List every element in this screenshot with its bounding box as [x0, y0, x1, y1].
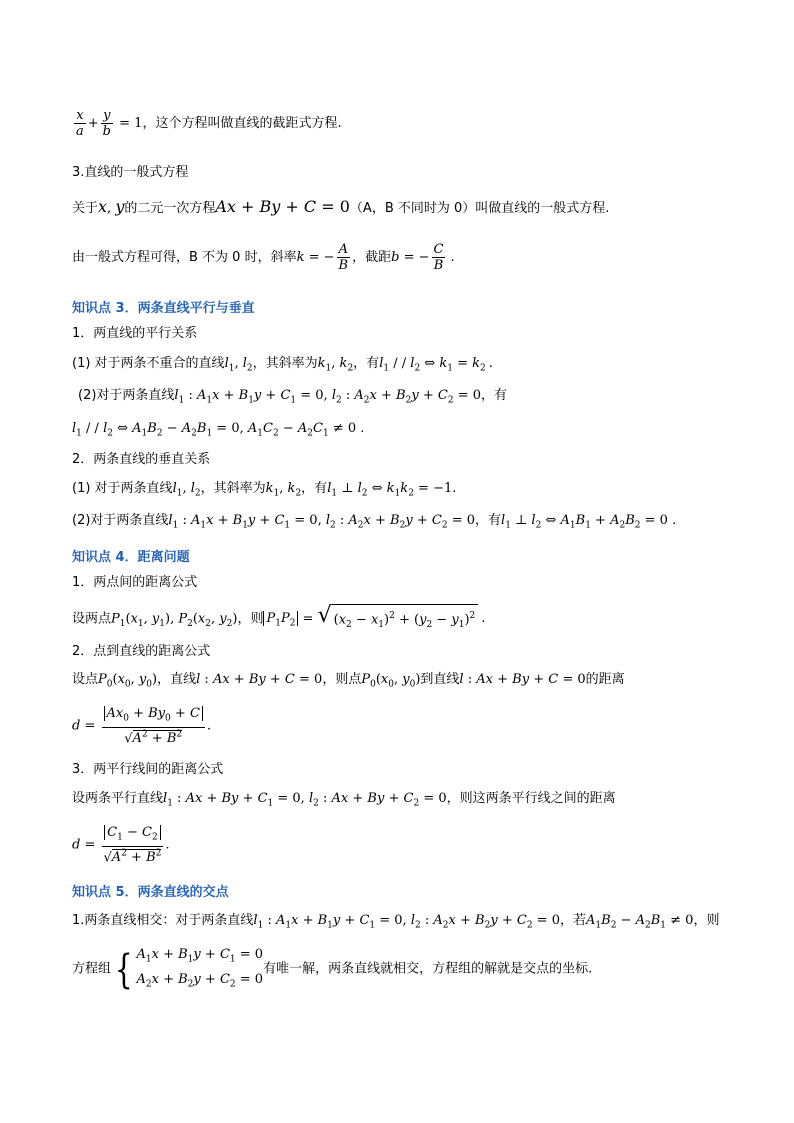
- fraction-y-over-b: $\frac{y}{b}$: [102, 108, 111, 139]
- fraction-x-over-a: $\frac{x}{a}$: [76, 108, 84, 139]
- parallel-lines-distance-title: 3．两平行线间的距离公式: [72, 762, 224, 777]
- parallel-relation-title: 1．两直线的平行关系: [72, 326, 198, 341]
- two-point-distance-line: 设两点$P_1(x_1$, $y_1$), $P_2(x_2$, $y_2$)，则 $P_1P_2$ = √ $(x_2 - x_1)^2 + (y_2 - y_1)^2$ .: [72, 604, 485, 634]
- general-form-line: 关于x, y的二元一次方程Ax + By + C = 0（A，B 不同时为 0）叫做直线的一般式方程.: [72, 197, 610, 216]
- intersection-system-line: 方程组 { $A_1x + B_1y + C_1 = 0$ $A_2x + B_2y + C_2 = 0$ 有唯一解，两条直线就相交，方程组的解就是交点的坐标.: [72, 946, 593, 993]
- section-3-title: 3.直线的一般式方程: [72, 165, 189, 180]
- knowledge-point-4-title: 知识点 4．距离问题: [72, 550, 190, 565]
- knowledge-point-3-title: 知识点 3．两条直线平行与垂直: [72, 301, 255, 316]
- fraction-parallel-distance: $\frac{C_1 - C_2}{√A^2 + B^2}$: [103, 825, 162, 865]
- perpendicular-slope-line: (1) 对于两条直线$l_1$, $l_2$，其斜率为$k_1$, $k_2$，有$l_1$ ⊥ $l_2$ ⇔ $k_1k_2 = -1$.: [72, 481, 457, 499]
- intersection-condition-line: 1.两条直线相交：对于两条直线$l_1$ : $A_1x + B_1y + C_1 = 0$, $l_2$ : $A_2x + B_2y + C_2 = 0$，若$A_1B_2 - A_2B_1 \ne 0$，则: [72, 913, 720, 931]
- parallel-lines-distance-formula: d = $\frac{C_1 - C_2}{√A^2 + B^2}$ .: [72, 825, 170, 865]
- perpendicular-coeff-line: (2)对于两条直线$l_1$ : $A_1x + B_1y + C_1 = 0$, $l_2$ : $A_2x + B_2y + C_2 = 0$，有$l_1$ ⊥ $l_2$ ⇔ $A_1B_1 + A_2B_2 = 0$ .: [72, 513, 677, 531]
- intercept-form-text: ，这个方程叫做直线的截距式方程.: [142, 116, 342, 131]
- sqrt-distance: √ $(x_2 - x_1)^2 + (y_2 - y_1)^2$: [318, 604, 479, 634]
- parallel-slope-line: (1) 对于两条不重合的直线$l_1$, $l_2$，其斜率为$k_1$, $k_2$，有$l_1$ / / $l_2$ ⇔ $k_1 = k_2$ .: [72, 356, 493, 374]
- two-point-distance-title: 1．两点间的距离公式: [72, 575, 198, 590]
- knowledge-point-5-title: 知识点 5．两条直线的交点: [72, 885, 229, 900]
- fraction-a-over-b: $\frac{A}{B}$: [338, 242, 349, 273]
- perpendicular-relation-title: 2．两条直线的垂直关系: [72, 452, 211, 467]
- point-line-distance-line: 设点$P_0(x_0$, $y_0$)，直线l : Ax + By + C = 0，则点$P_0(x_0$, $y_0$)到直线l : Ax + By + C = 0的距离: [72, 672, 625, 690]
- parallel-condition-line: $l_1$ / / $l_2$ ⇔ $A_1B_2 - A_2B_1 = 0$, $A_1C_2 - A_2C_1 \ne 0$ .: [72, 421, 365, 439]
- point-line-distance-formula: d = $\frac{Ax_0 + By_0 + C}{√A^2 + B^2}$ .: [72, 706, 212, 746]
- point-line-distance-title: 2．点到直线的距离公式: [72, 644, 211, 659]
- equation-system: { $A_1x + B_1y + C_1 = 0$ $A_2x + B_2y + C_2 = 0$: [114, 946, 264, 993]
- slope-intercept-line: 由一般式方程可得，B 不为 0 时，斜率k = − $\frac{A}{B}$ ，截距b = − $\frac{C}{B}$ .: [72, 242, 455, 273]
- parallel-coeff-line: (2)对于两条直线$l_1$ : $A_1x + B_1y + C_1 = 0$, $l_2$ : $A_2x + B_2y + C_2 = 0$，有: [78, 388, 508, 406]
- fraction-c-over-b: $\frac{C}{B}$: [433, 242, 444, 273]
- intercept-form-line: $\frac{x}{a}$ + $\frac{y}{b}$ = 1，这个方程叫做直线的截距式方程.: [76, 108, 342, 139]
- parallel-lines-distance-line: 设两条平行直线$l_1$ : $Ax + By + C_1 = 0$, $l_2$ : $Ax + By + C_2 = 0$，则这两条平行线之间的距离: [72, 791, 616, 809]
- fraction-point-line-distance: $\frac{Ax_0 + By_0 + C}{√A^2 + B^2}$: [102, 706, 205, 746]
